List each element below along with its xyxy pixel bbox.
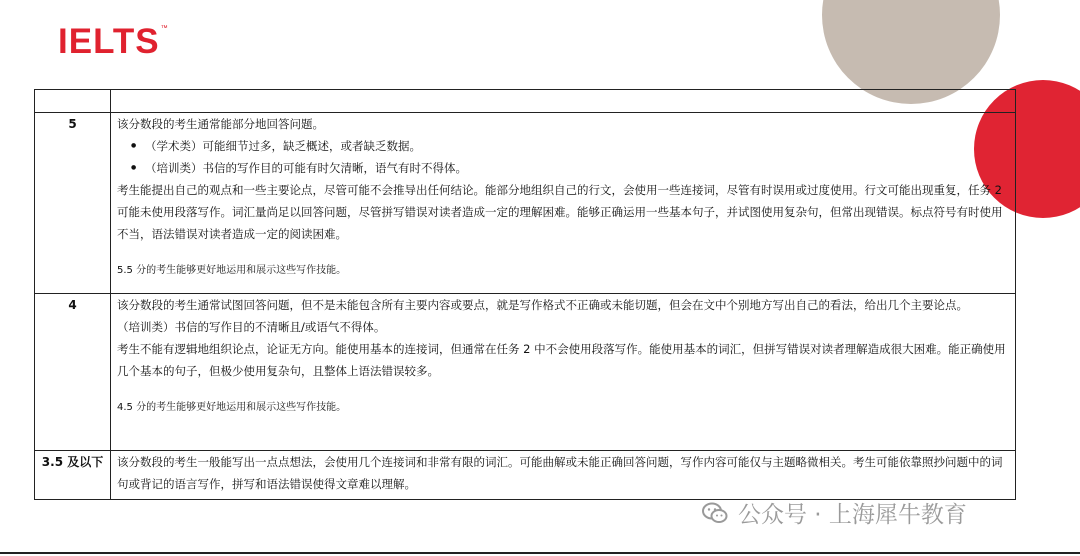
header-cell-description <box>111 90 1016 113</box>
trademark-mark: ™ <box>160 25 169 32</box>
wechat-icon <box>702 502 728 524</box>
band-description-cell <box>111 113 1016 294</box>
band-score-cell: 5 <box>35 113 111 294</box>
band-note: 5.5 分的考生能够更好地运用和展示这些写作技能。 <box>117 265 347 276</box>
band-score-cell: 4 <box>35 294 111 451</box>
band-body-text: 该分数段的考生一般能写出一点点想法，会使用几个连接词和非常有限的词汇。可能曲解或未能正确回答问题，写作内容可能仅与主题略微相关。考生可能依靠照抄问题中的词句或背记的语言写作，拼写和语法错误使得文章难以理解。 <box>117 455 1003 491</box>
bullet-item-academic: ● （学术类）可能细节过多，缺乏概述，或者缺乏数据。 <box>117 135 1009 157</box>
table-row-band-4 <box>35 294 1016 451</box>
band-description-cell <box>111 294 1016 451</box>
band-score-cell: 3.5 及以下 <box>35 451 111 500</box>
band-intro: 该分数段的考生通常能部分地回答问题。 <box>117 117 324 131</box>
ielts-logo <box>58 22 168 62</box>
bottom-divider <box>0 552 1080 554</box>
watermark-text: 公众号 · 上海犀牛教育 <box>738 502 967 528</box>
band-intro: 该分数段的考生通常试图回答问题，但不是未能包含所有主要内容或要点，就是写作格式不正确或未能切题，但会在文中个别地方写出自己的看法，给出几个主要论点。 <box>117 298 968 312</box>
table-header-row <box>35 90 1016 113</box>
band-note: 4.5 分的考生能够更好地运用和展示这些写作技能。 <box>117 402 347 413</box>
header-cell-band <box>35 90 111 113</box>
wechat-watermark <box>702 496 967 529</box>
table-row-band-3-5 <box>35 451 1016 500</box>
bullet-item-general-training: ● （培训类）书信的写作目的可能有时欠清晰，语气有时不得体。 <box>117 157 1009 179</box>
band-body-text: 考生能提出自己的观点和一些主要论点，尽管可能不会推导出任何结论。能部分地组织自己的行文，会使用一些连接词，尽管有时误用或过度使用。行文可能出现重复，任务 2 可能未使用段落写作。词汇量尚足以回答问题，尽管拼写错误对读者造成一定的理解困难。能够正确运用一些基本句子，并试图使用复杂句，但常出现错误。标点符号有时使用不当，语法错误对读者造成一定的阅读困难。 <box>117 183 1003 241</box>
band-general-training-line: （培训类）书信的写作目的不清晰且/或语气不得体。 <box>117 320 386 334</box>
table-row-band-5 <box>35 113 1016 294</box>
band-descriptor-table <box>34 89 1016 500</box>
band-description-cell <box>111 451 1016 500</box>
band-body-text: 考生不能有逻辑地组织论点，论证无方向。能使用基本的连接词，但通常在任务 2 中不会使用段落写作。能使用基本的词汇，但拼写错误对读者理解造成很大困难。能正确使用几个基本的句子，但极少使用复杂句，且整体上语法错误较多。 <box>117 342 1006 378</box>
logo-text: IELTS <box>58 22 160 61</box>
